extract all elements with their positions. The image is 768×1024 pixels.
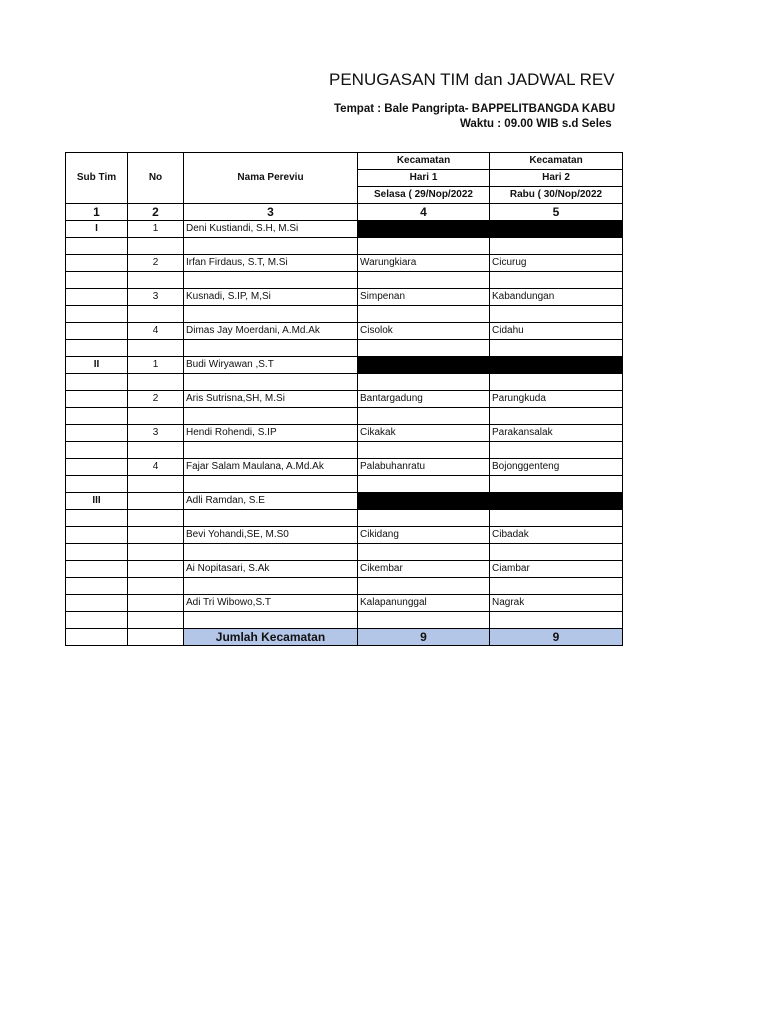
spacer-row bbox=[66, 238, 623, 255]
sub-tim-cell bbox=[66, 595, 128, 612]
empty-cell bbox=[66, 408, 128, 425]
spacer-row bbox=[66, 272, 623, 289]
kecamatan-hari-1-cell: Cikidang bbox=[358, 527, 490, 544]
empty-cell bbox=[184, 510, 358, 527]
empty-cell bbox=[490, 442, 623, 459]
kecamatan-hari-1-cell: Simpenan bbox=[358, 289, 490, 306]
no-cell bbox=[128, 595, 184, 612]
kecamatan-hari-2-cell bbox=[490, 357, 623, 374]
empty-cell bbox=[490, 544, 623, 561]
kecamatan-hari-1-cell: Palabuhanratu bbox=[358, 459, 490, 476]
empty-cell bbox=[184, 408, 358, 425]
kecamatan-hari-2-cell: Cicurug bbox=[490, 255, 623, 272]
kecamatan-hari-1-cell bbox=[358, 221, 490, 238]
header-tanggal-2: Rabu ( 30/Nop/2022 bbox=[490, 187, 623, 204]
spacer-row bbox=[66, 510, 623, 527]
header-nama: Nama Pereviu bbox=[184, 153, 358, 204]
empty-cell bbox=[184, 374, 358, 391]
empty-cell bbox=[128, 374, 184, 391]
empty-cell bbox=[66, 629, 128, 646]
table-row bbox=[66, 595, 623, 612]
no-cell: 4 bbox=[128, 323, 184, 340]
empty-cell bbox=[490, 306, 623, 323]
kecamatan-hari-2-cell bbox=[490, 221, 623, 238]
no-cell: 2 bbox=[128, 391, 184, 408]
empty-cell bbox=[490, 476, 623, 493]
empty-cell bbox=[490, 612, 623, 629]
nama-pereviu-cell: Deni Kustiandi, S.H, M.Si bbox=[184, 221, 358, 238]
table-row bbox=[66, 221, 623, 238]
sub-tim-cell bbox=[66, 425, 128, 442]
index-cell: 3 bbox=[184, 204, 358, 221]
empty-cell bbox=[66, 238, 128, 255]
empty-cell bbox=[358, 272, 490, 289]
spacer-row bbox=[66, 578, 623, 595]
empty-cell bbox=[128, 510, 184, 527]
index-cell: 4 bbox=[358, 204, 490, 221]
title-text: PENUGASAN TIM dan JADWAL REV bbox=[329, 70, 615, 89]
empty-cell bbox=[490, 578, 623, 595]
empty-cell bbox=[66, 374, 128, 391]
kecamatan-hari-1-cell: Cisolok bbox=[358, 323, 490, 340]
empty-cell bbox=[128, 340, 184, 357]
table-row bbox=[66, 527, 623, 544]
nama-pereviu-cell: Bevi Yohandi,SE, M.S0 bbox=[184, 527, 358, 544]
empty-cell bbox=[128, 612, 184, 629]
empty-cell bbox=[490, 408, 623, 425]
no-cell bbox=[128, 527, 184, 544]
kecamatan-hari-1-cell: Kalapanunggal bbox=[358, 595, 490, 612]
no-cell: 1 bbox=[128, 221, 184, 238]
empty-cell bbox=[128, 476, 184, 493]
empty-cell bbox=[66, 612, 128, 629]
kecamatan-hari-2-cell: Kabandungan bbox=[490, 289, 623, 306]
nama-pereviu-cell: Dimas Jay Moerdani, A.Md.Ak bbox=[184, 323, 358, 340]
empty-cell bbox=[490, 340, 623, 357]
index-cell: 1 bbox=[66, 204, 128, 221]
spacer-row bbox=[66, 612, 623, 629]
header-kecamatan-2: Kecamatan bbox=[490, 153, 623, 170]
no-cell: 3 bbox=[128, 425, 184, 442]
spacer-row bbox=[66, 306, 623, 323]
empty-cell bbox=[66, 476, 128, 493]
empty-cell bbox=[490, 238, 623, 255]
kecamatan-hari-2-cell bbox=[490, 493, 623, 510]
empty-cell bbox=[358, 544, 490, 561]
no-cell: 4 bbox=[128, 459, 184, 476]
sub-tim-cell bbox=[66, 561, 128, 578]
empty-cell bbox=[66, 306, 128, 323]
index-row bbox=[66, 204, 623, 221]
empty-cell bbox=[128, 442, 184, 459]
sub-tim-cell: II bbox=[66, 357, 128, 374]
kecamatan-hari-2-cell: Cidahu bbox=[490, 323, 623, 340]
empty-cell bbox=[184, 306, 358, 323]
empty-cell bbox=[184, 442, 358, 459]
subtitle-place: Tempat : Bale Pangripta- BAPPELITBANGDA KABU bbox=[334, 103, 616, 115]
empty-cell bbox=[66, 544, 128, 561]
empty-cell bbox=[128, 544, 184, 561]
nama-pereviu-cell: Ai Nopitasari, S.Ak bbox=[184, 561, 358, 578]
kecamatan-hari-2-cell: Ciambar bbox=[490, 561, 623, 578]
empty-cell bbox=[358, 340, 490, 357]
sub-tim-cell bbox=[66, 323, 128, 340]
nama-pereviu-cell: Kusnadi, S.IP, M,Si bbox=[184, 289, 358, 306]
kecamatan-hari-1-cell: Cikembar bbox=[358, 561, 490, 578]
header-hari-1: Hari 1 bbox=[358, 170, 490, 187]
empty-cell bbox=[66, 340, 128, 357]
header-row-1 bbox=[66, 153, 623, 170]
sub-tim-cell bbox=[66, 527, 128, 544]
schedule-table bbox=[65, 152, 623, 646]
empty-cell bbox=[66, 578, 128, 595]
empty-cell bbox=[66, 442, 128, 459]
empty-cell bbox=[128, 408, 184, 425]
empty-cell bbox=[358, 578, 490, 595]
spacer-row bbox=[66, 374, 623, 391]
empty-cell bbox=[128, 238, 184, 255]
table-row bbox=[66, 357, 623, 374]
empty-cell bbox=[184, 578, 358, 595]
index-cell: 5 bbox=[490, 204, 623, 221]
empty-cell bbox=[358, 374, 490, 391]
nama-pereviu-cell: Hendi Rohendi, S.IP bbox=[184, 425, 358, 442]
nama-pereviu-cell: Fajar Salam Maulana, A.Md.Ak bbox=[184, 459, 358, 476]
header-hari-2: Hari 2 bbox=[490, 170, 623, 187]
kecamatan-hari-2-cell: Parungkuda bbox=[490, 391, 623, 408]
nama-pereviu-cell: Aris Sutrisna,SH, M.Si bbox=[184, 391, 358, 408]
empty-cell bbox=[184, 544, 358, 561]
summary-label: Jumlah Kecamatan bbox=[184, 629, 358, 646]
empty-cell bbox=[128, 272, 184, 289]
empty-cell bbox=[358, 306, 490, 323]
no-cell: 2 bbox=[128, 255, 184, 272]
spacer-row bbox=[66, 442, 623, 459]
table-row bbox=[66, 323, 623, 340]
kecamatan-hari-1-cell bbox=[358, 493, 490, 510]
index-cell: 2 bbox=[128, 204, 184, 221]
sub-tim-cell bbox=[66, 255, 128, 272]
spacer-row bbox=[66, 544, 623, 561]
empty-cell bbox=[128, 578, 184, 595]
empty-cell bbox=[184, 476, 358, 493]
document-title bbox=[0, 70, 768, 96]
sub-tim-cell bbox=[66, 459, 128, 476]
empty-cell bbox=[66, 510, 128, 527]
table-row bbox=[66, 289, 623, 306]
spacer-row bbox=[66, 340, 623, 357]
table-row bbox=[66, 255, 623, 272]
empty-cell bbox=[490, 272, 623, 289]
header-no: No bbox=[128, 153, 184, 204]
empty-cell bbox=[358, 476, 490, 493]
empty-cell bbox=[358, 442, 490, 459]
empty-cell bbox=[184, 238, 358, 255]
sub-tim-cell: III bbox=[66, 493, 128, 510]
table-row bbox=[66, 425, 623, 442]
empty-cell bbox=[358, 510, 490, 527]
empty-cell bbox=[128, 629, 184, 646]
nama-pereviu-cell: Adli Ramdan, S.E bbox=[184, 493, 358, 510]
kecamatan-hari-2-cell: Parakansalak bbox=[490, 425, 623, 442]
no-cell bbox=[128, 493, 184, 510]
sub-tim-cell bbox=[66, 391, 128, 408]
empty-cell bbox=[184, 272, 358, 289]
header-tanggal-1: Selasa ( 29/Nop/2022 bbox=[358, 187, 490, 204]
empty-cell bbox=[128, 306, 184, 323]
spacer-row bbox=[66, 408, 623, 425]
sub-tim-cell bbox=[66, 289, 128, 306]
nama-pereviu-cell: Adi Tri Wibowo,S.T bbox=[184, 595, 358, 612]
kecamatan-hari-2-cell: Nagrak bbox=[490, 595, 623, 612]
table-row bbox=[66, 459, 623, 476]
summary-row bbox=[66, 629, 623, 646]
subtitle-time: Waktu : 09.00 WIB s.d Seles bbox=[460, 118, 612, 130]
summary-total-hari-1: 9 bbox=[358, 629, 490, 646]
no-cell bbox=[128, 561, 184, 578]
table-row bbox=[66, 561, 623, 578]
summary-total-hari-2: 9 bbox=[490, 629, 623, 646]
kecamatan-hari-1-cell bbox=[358, 357, 490, 374]
kecamatan-hari-2-cell: Bojonggenteng bbox=[490, 459, 623, 476]
kecamatan-hari-1-cell: Warungkiara bbox=[358, 255, 490, 272]
table-row bbox=[66, 493, 623, 510]
kecamatan-hari-2-cell: Cibadak bbox=[490, 527, 623, 544]
no-cell: 3 bbox=[128, 289, 184, 306]
header-sub-tim: Sub Tim bbox=[66, 153, 128, 204]
kecamatan-hari-1-cell: Cikakak bbox=[358, 425, 490, 442]
no-cell: 1 bbox=[128, 357, 184, 374]
empty-cell bbox=[184, 340, 358, 357]
kecamatan-hari-1-cell: Bantargadung bbox=[358, 391, 490, 408]
empty-cell bbox=[184, 612, 358, 629]
table-row bbox=[66, 391, 623, 408]
empty-cell bbox=[358, 238, 490, 255]
nama-pereviu-cell: Irfan Firdaus, S.T, M.Si bbox=[184, 255, 358, 272]
header-kecamatan-1: Kecamatan bbox=[358, 153, 490, 170]
empty-cell bbox=[490, 374, 623, 391]
sub-tim-cell: I bbox=[66, 221, 128, 238]
empty-cell bbox=[490, 510, 623, 527]
spacer-row bbox=[66, 476, 623, 493]
empty-cell bbox=[358, 612, 490, 629]
empty-cell bbox=[358, 408, 490, 425]
nama-pereviu-cell: Budi Wiryawan ,S.T bbox=[184, 357, 358, 374]
empty-cell bbox=[66, 272, 128, 289]
